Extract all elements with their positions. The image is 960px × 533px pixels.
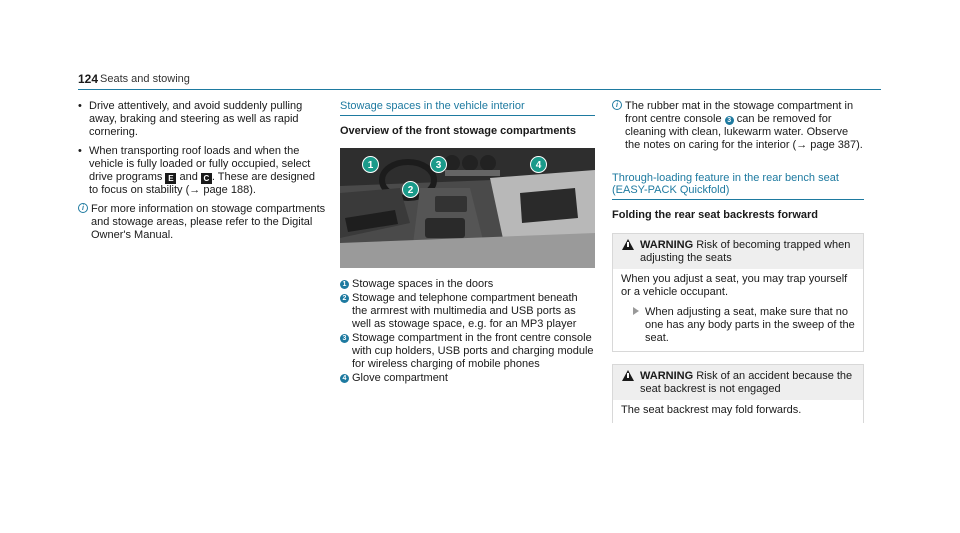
legend-item: [340, 332, 595, 371]
column-right: [612, 100, 864, 423]
list-item: [78, 145, 326, 197]
bullet-text: When transporting roof loads and when the vehicle is fully loaded or fully occupied, select drive programs: [89, 145, 311, 183]
page-number: 124: [78, 72, 99, 86]
drive-program-e-key-icon: E: [165, 173, 176, 184]
drive-program-c-key-icon: C: [201, 173, 212, 184]
list-item: • Drive attentively, and avoid suddenly pulling away, braking and steering as well as rapid cornering.: [78, 100, 326, 139]
warning-triangle-icon: [622, 239, 634, 250]
note-text: The rubber mat in the stowage compartment in front centre console: [625, 100, 854, 125]
section-title: [612, 172, 864, 200]
warning-box: [612, 364, 864, 423]
warning-headline: Risk of an accident because the seat backrest is not engaged: [640, 370, 853, 395]
bullet-text: and: [176, 171, 201, 183]
column-middle: [340, 100, 595, 386]
action-step: [621, 306, 855, 345]
warning-body: [613, 269, 863, 351]
legend-text: Glove compartment: [352, 372, 448, 384]
callout-2: 2: [402, 181, 419, 198]
legend-item: [340, 278, 595, 291]
warning-header: [613, 234, 863, 269]
bullet-text: . These are designed to focus on stability (→ page 188).: [89, 171, 316, 196]
info-icon: i: [78, 203, 88, 213]
warning-triangle-icon: [622, 370, 634, 381]
section-title-line: (EASY-PACK Quickfold): [612, 184, 730, 196]
note-text: can be removed for cleaning with clean, lukewarm water. Observe the notes on caring for the interior (→ page 387).: [625, 113, 863, 151]
warning-box: [612, 233, 864, 352]
legend-number: 4: [340, 374, 349, 383]
legend-number: 2: [340, 294, 349, 303]
legend-list: [340, 278, 595, 385]
legend-text: Stowage and telephone compartment beneath the armrest with multimedia and USB ports as well as stowage space, e.g. for an MP3 player: [352, 292, 578, 330]
legend-item: [340, 372, 595, 385]
callout-3: 3: [430, 156, 447, 173]
warning-text: The seat backrest may fold forwards.: [621, 404, 802, 416]
info-note: [78, 203, 326, 242]
callout-4: 4: [530, 156, 547, 173]
reference-number: 3: [725, 116, 734, 125]
legend-text: Stowage compartment in the front centre console with cup holders, USB ports and charging module for wireless charging of mobile phones: [352, 332, 594, 370]
section-name: Seats and stowing: [100, 73, 190, 85]
step-arrow-icon: [633, 307, 639, 315]
step-text: When adjusting a seat, make sure that no one has any body parts in the sweep of the seat.: [645, 306, 855, 344]
subsection-title: Folding the rear seat backrests forward: [612, 209, 819, 221]
legend-number: 1: [340, 280, 349, 289]
callout-1: 1: [362, 156, 379, 173]
section-title: Stowage spaces in the vehicle interior: [340, 100, 595, 116]
warning-header: [613, 365, 863, 400]
note-text: For more information on stowage compartments and stowage areas, please refer to the Digital Owner's Manual.: [91, 203, 326, 241]
bullet-list: [78, 100, 326, 197]
legend-number: 3: [340, 334, 349, 343]
column-left: [78, 100, 326, 242]
interior-illustration: [340, 148, 595, 268]
info-note: [612, 100, 864, 152]
warning-headline: Risk of becoming trapped when adjusting the seats: [640, 239, 851, 264]
legend-text: Stowage spaces in the doors: [352, 278, 494, 290]
info-icon: i: [612, 100, 622, 110]
legend-item: [340, 292, 595, 331]
warning-label: WARNING: [640, 370, 694, 382]
page-header: [78, 72, 881, 90]
warning-label: WARNING: [640, 239, 694, 251]
warning-text: When you adjust a seat, you may trap yourself or a vehicle occupant.: [621, 273, 848, 298]
warning-body: [613, 400, 863, 423]
section-title-line: Through-loading feature in the rear bench seat: [612, 172, 839, 184]
subsection-title: Overview of the front stowage compartments: [340, 125, 576, 137]
